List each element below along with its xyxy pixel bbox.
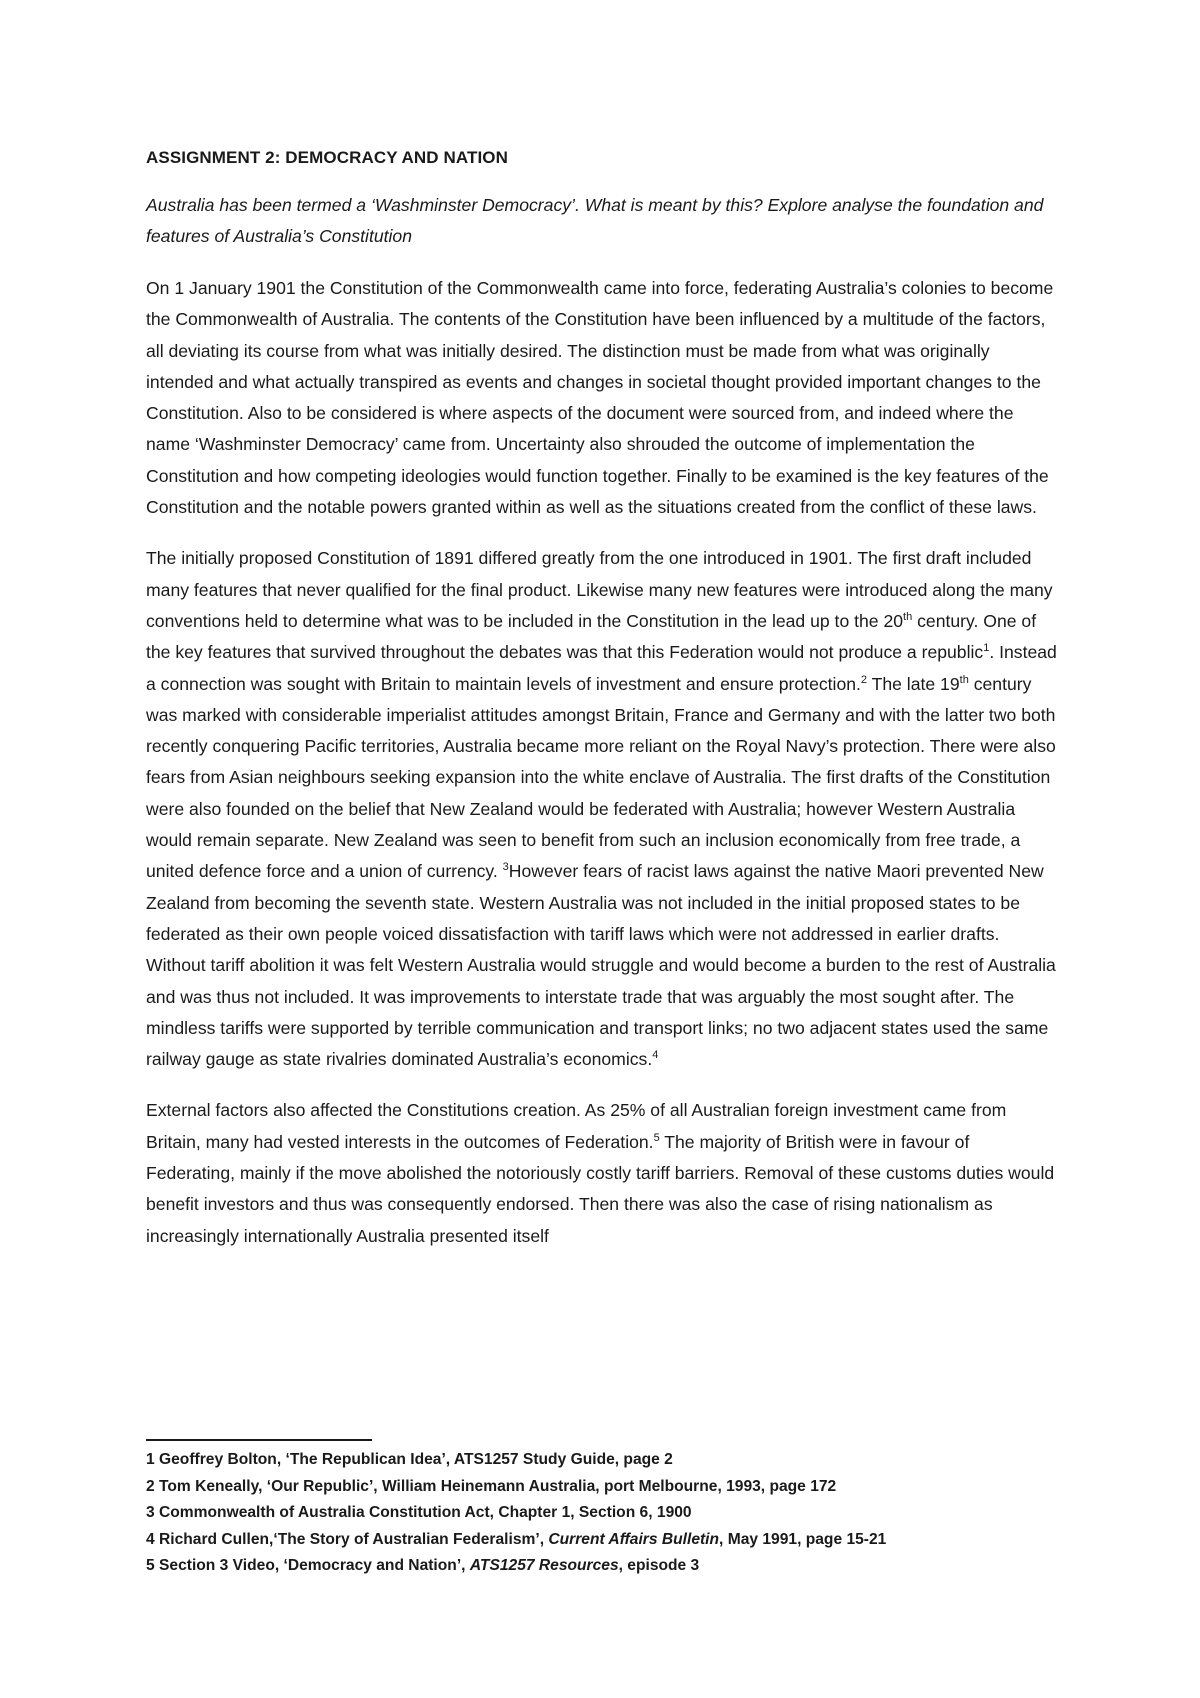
superscript-mark: 5: [653, 1131, 660, 1144]
text-run: The initially proposed Constitution of 1891 differed greatly from the one introduced in 1901. The first draft included many features that never qualified for the final product. Likewise many new features were introduced along the many conventions held to determine what was to be included in the Constitution in the lead up to the 20: [146, 548, 1053, 631]
text-run: 2 Tom Keneally, ‘Our Republic’, William Heinemann Australia, port Melbourne, 1993, page 172: [146, 1477, 837, 1495]
text-run: , May 1991, page 15-21: [719, 1530, 887, 1548]
text-run: century. One of the key features that survived throughout the debates was that this Federation would not produce a republic: [146, 610, 1037, 663]
text-run: 4 Richard Cullen,‘The Story of Australian Federalism’,: [146, 1530, 549, 1548]
superscript-mark: 1: [983, 642, 990, 655]
text-run: . Instead a connection was sought with Britain to maintain levels of investment and ensure protection.: [146, 642, 1057, 694]
text-run: 1 Geoffrey Bolton, ‘The Republican Idea’, ATS1257 Study Guide, page 2: [146, 1451, 673, 1468]
text-run: On 1 January 1901 the Constitution of the Commonwealth came into force, federating Australia’s colonies to become the Commonwealth of Australia. The contents of the Constitution have been influenced by a multitude of the factors, all deviating its course from what was initially desired. The distinction must be made from what was originally intended and what actually transpired as events and changes in societal thought provided important changes to the Constitution. Also to be considered is where aspects of the document were sourced from, and indeed where the name ‘Washminster Democracy’ came from. Uncertainty also shrouded the outcome of implementation the Constitution and how competing ideologies would function together. Finally to be examined is the key features of the Constitution and the notable powers granted within as well as the situations created from the conflict of these laws.: [146, 278, 1054, 518]
text-run: , episode 3: [618, 1557, 700, 1574]
body-paragraph: [146, 543, 1058, 1075]
footnote-item: [146, 1500, 1058, 1527]
document-body: [146, 148, 1058, 1252]
superscript-mark: 2: [860, 673, 868, 686]
body-paragraphs: [146, 273, 1058, 1252]
superscript-mark: th: [903, 611, 913, 624]
superscript-mark: 4: [652, 1049, 659, 1062]
italic-title: Current Affairs Bulletin: [548, 1530, 720, 1548]
superscript-mark: th: [959, 673, 969, 686]
text-run: However fears of racist laws against the native Maori prevented New Zealand from becoming the seventh state. Western Australia was not included in the initial proposed states to be federated as their own people voiced dissatisfaction with tariff laws which were not addressed in earlier drafts. Without tariff abolition it was felt Western Australia would struggle and would become a burden to the rest of Australia and was thus not included. It was improvements to interstate trade that was arguably the most sought after. The mindless tariffs were supported by terrible communication and transport links; no two adjacent states used the same railway gauge as state rivalries dominated Australia’s economics.: [146, 861, 1056, 1070]
text-run: century was marked with considerable imperialist attitudes amongst Britain, France and Germany and with the latter two both recently conquering Pacific territories, Australia became more reliant on the Royal Navy’s protection. There were also fears from Asian neighbours seeking expansion into the white enclave of Australia. The first drafts of the Constitution were also founded on the belief that New Zealand would be federated with Australia; however Western Australia would remain separate. New Zealand was seen to benefit from such an inclusion economically from free trade, a united defence force and a union of currency.: [146, 673, 1056, 882]
assignment-title: ASSIGNMENT 2: DEMOCRACY AND NATION: [146, 148, 508, 167]
body-paragraph: [146, 1095, 1058, 1251]
superscript-mark: 3: [502, 861, 509, 874]
footnote-separator: [146, 1439, 372, 1441]
footnotes-section: [146, 1447, 1058, 1580]
italic-title: ATS1257 Resources: [469, 1557, 619, 1574]
text-run: External factors also affected the Constitutions creation. As 25% of all Australian foreign investment came from Britain, many had vested interests in the outcomes of Federation.: [146, 1100, 1007, 1152]
assignment-prompt: Australia has been termed a ‘Washminster Democracy’. What is meant by this? Explore analyse the foundation and features of Australia’s Constitution: [146, 195, 1044, 246]
text-run: 3 Commonwealth of Australia Constitution Act, Chapter 1, Section 6, 1900: [146, 1504, 692, 1521]
text-run: The majority of British were in favour of Federating, mainly if the move abolished the notoriously costly tariff barriers. Removal of these customs duties would benefit investors and thus was consequently endorsed. Then there was also the case of rising nationalism as increasingly internationally Australia presented itself: [146, 1131, 1055, 1246]
footnote-item: [146, 1447, 1058, 1474]
footnote-item: [146, 1474, 1058, 1501]
footnote-item: [146, 1527, 1058, 1554]
text-run: 5 Section 3 Video, ‘Democracy and Nation’,: [146, 1557, 470, 1574]
body-paragraph: [146, 273, 1058, 523]
footnote-item: [146, 1553, 1058, 1580]
text-run: The late 19: [867, 673, 960, 694]
